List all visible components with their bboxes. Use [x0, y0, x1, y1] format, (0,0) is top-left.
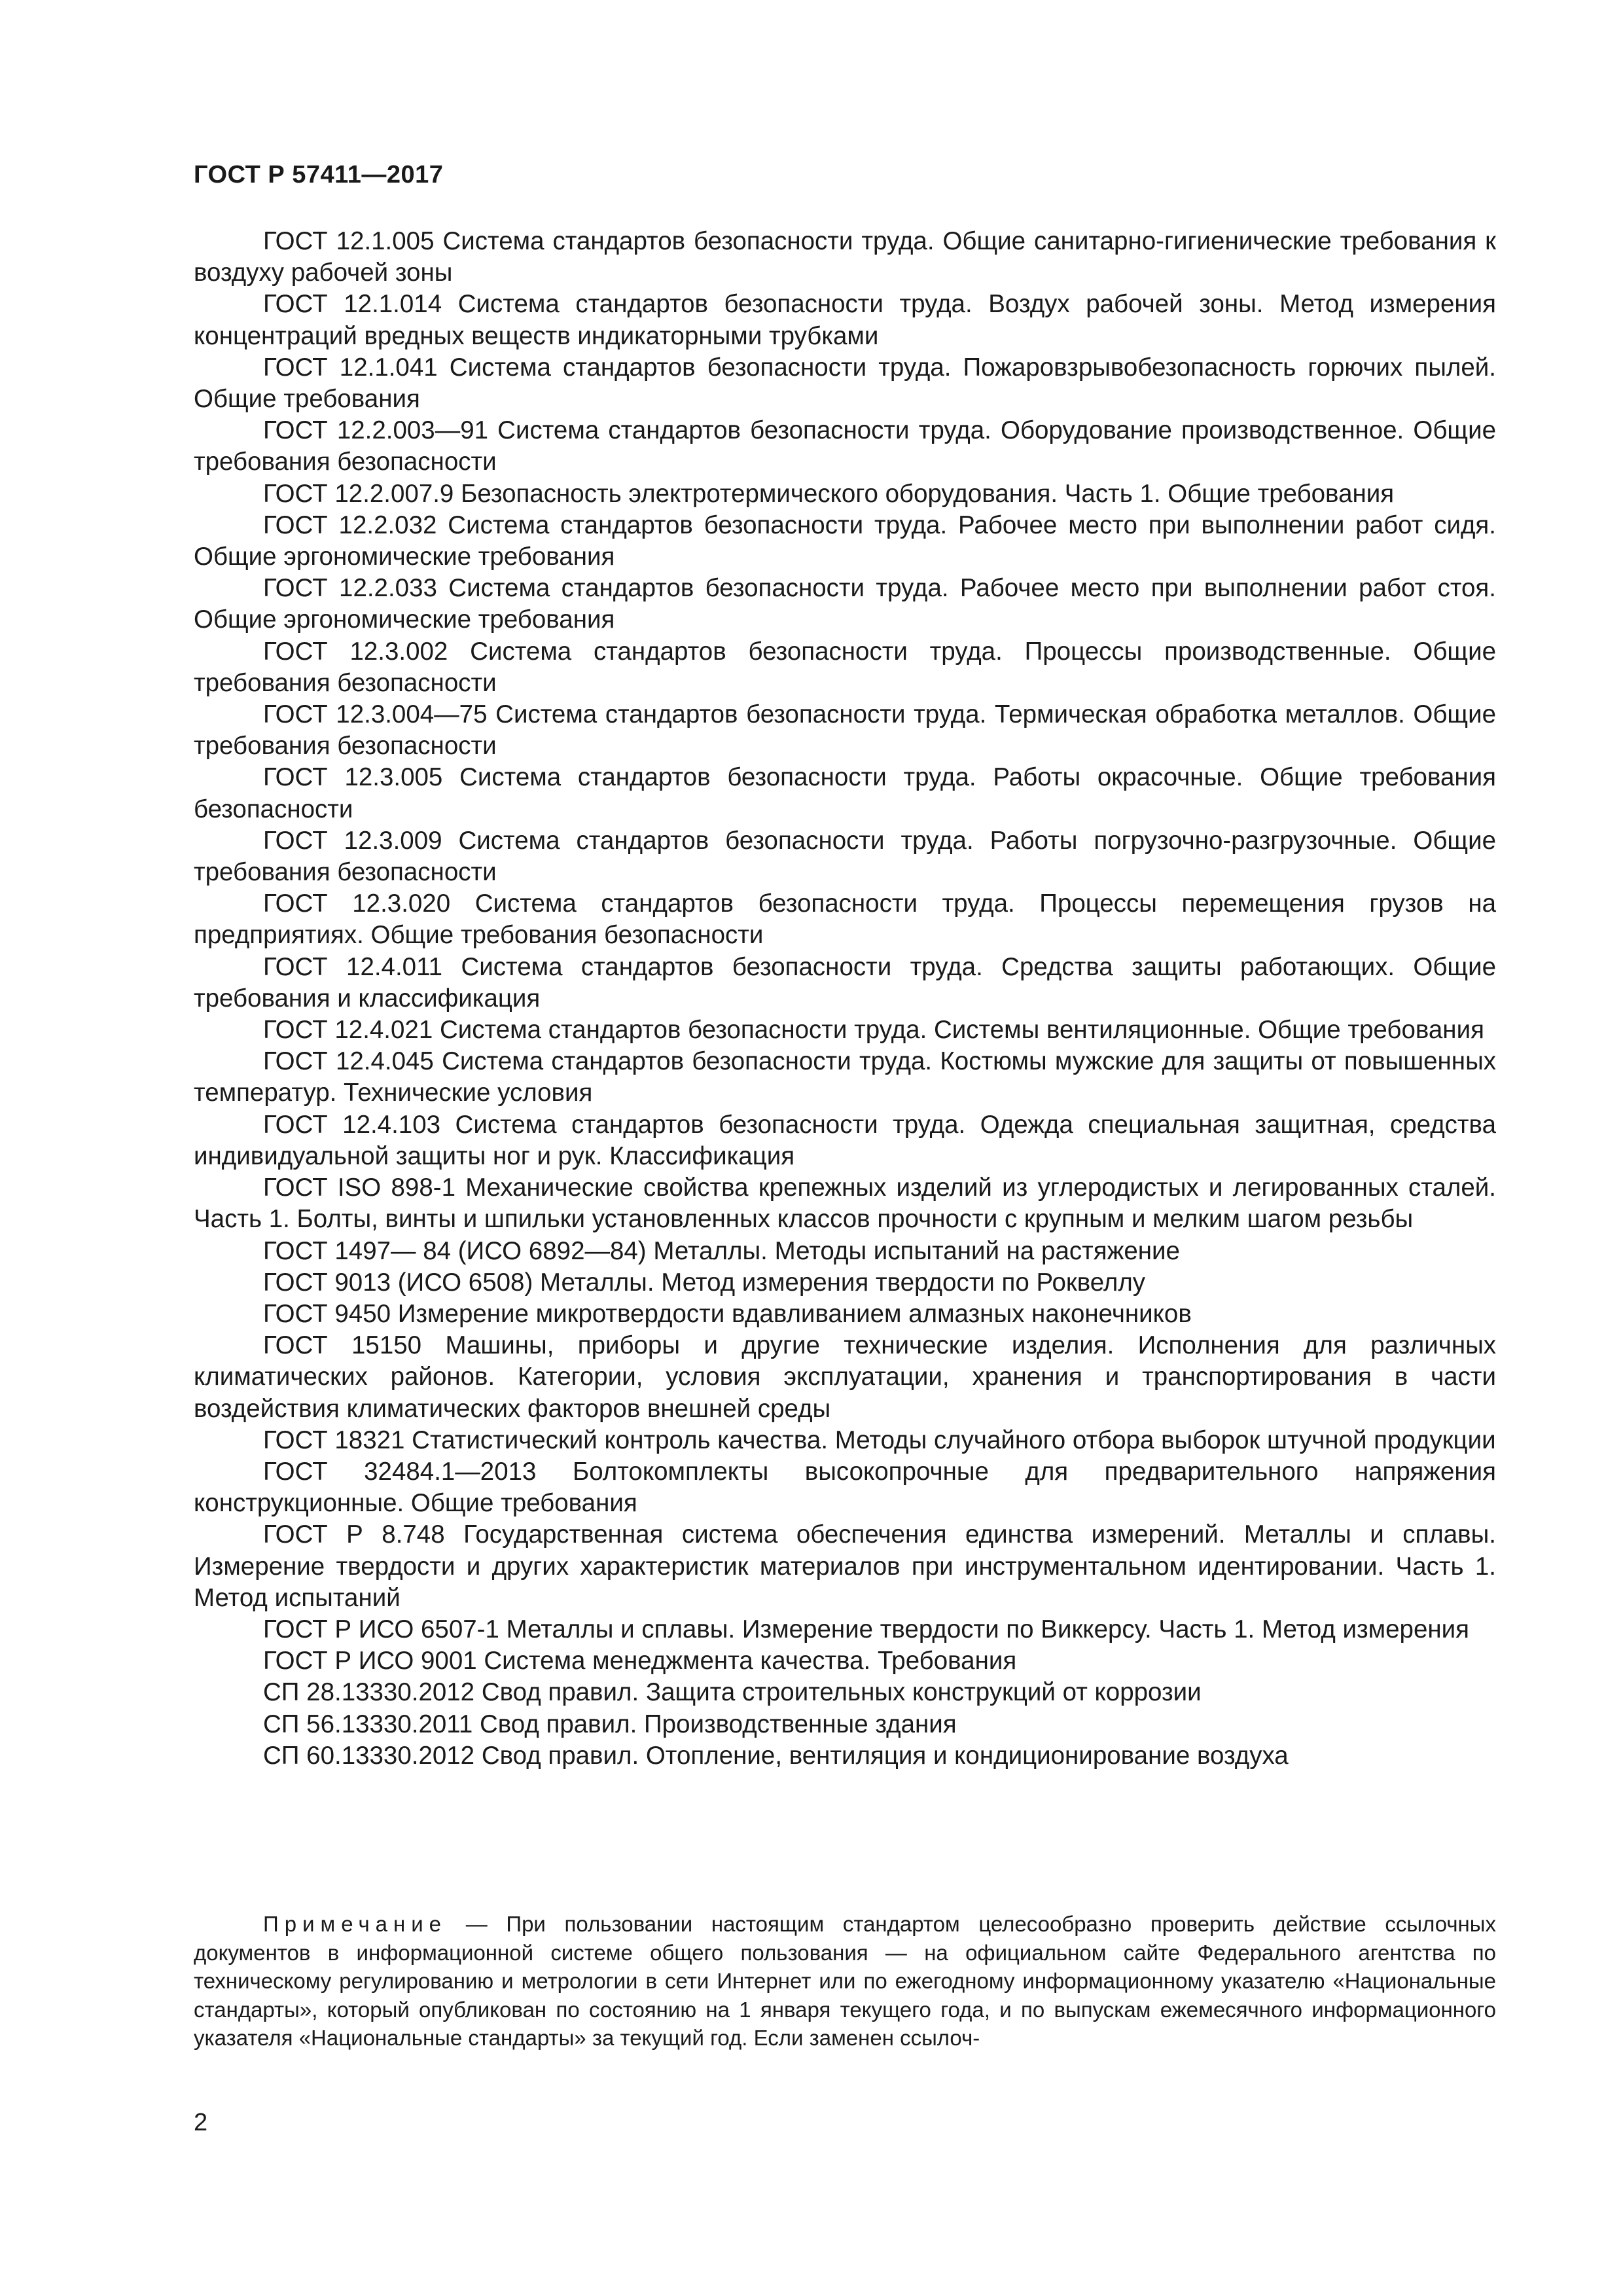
reference-code: ГОСТ 12.2.007.9 [263, 479, 454, 508]
reference-code: СП 56.13330.2011 [263, 1710, 473, 1738]
reference-code: ГОСТ 1497— 84 (ИСО 6892—84) [263, 1236, 647, 1265]
reference-code: ГОСТ Р ИСО 9001 [263, 1647, 477, 1676]
reference-code: ГОСТ 12.4.021 [263, 1016, 433, 1045]
reference-entry [194, 352, 1496, 415]
reference-entry [194, 478, 1496, 510]
reference-code: ГОСТ 12.1.005 [263, 227, 435, 255]
reference-title: Система стандартов безопасности труда. Рабочее место при выполнении работ сидя. Общие эргономические требования [194, 511, 1496, 571]
reference-title: Система стандартов безопасности труда. Процессы производственные. Общие требования безопасности [194, 637, 1496, 697]
reference-entry [194, 952, 1496, 1014]
reference-code: ГОСТ 18321 [263, 1426, 405, 1454]
reference-title: Безопасность электротермического оборудования. Часть 1. Общие требования [461, 479, 1395, 508]
reference-code: ГОСТ 32484.1—2013 [263, 1457, 537, 1486]
reference-title: Свод правил. Производственные здания [479, 1710, 957, 1738]
reference-entry [194, 573, 1496, 636]
reference-entry [194, 1677, 1496, 1708]
reference-code: СП 28.13330.2012 [263, 1678, 475, 1707]
reference-code: ГОСТ ISO 898-1 [263, 1174, 455, 1202]
reference-title: Система стандартов безопасности труда. Работы окрасочные. Общие требования безопасности [194, 763, 1496, 823]
reference-title: Металлы. Метод измерения твердости по Роквеллу [539, 1268, 1146, 1297]
reference-entry [194, 415, 1496, 478]
reference-entry [194, 1425, 1496, 1456]
normative-references-list [194, 226, 1496, 1772]
reference-entry [194, 1330, 1496, 1425]
reference-entry [194, 1172, 1496, 1235]
reference-entry [194, 1299, 1496, 1330]
note-label: Примечание [263, 1912, 448, 1936]
reference-title: Металлы. Методы испытаний на растяжение [653, 1236, 1180, 1265]
note-paragraph [194, 1910, 1496, 2053]
reference-entry [194, 1109, 1496, 1172]
reference-code: ГОСТ 12.4.103 [263, 1110, 441, 1139]
reference-title: Система стандартов безопасности труда. Процессы перемещения грузов на предприятиях. Общие требования безопасности [194, 889, 1496, 950]
reference-title: Система стандартов безопасности труда. Костюмы мужские для защиты от повышенных температур. Технические условия [194, 1047, 1496, 1107]
reference-entry [194, 226, 1496, 289]
reference-title: Система стандартов безопасности труда. Пожаровзрывобезопасность горючих пылей. Общие требования [194, 353, 1496, 414]
reference-code: СП 60.13330.2012 [263, 1741, 475, 1770]
reference-code: ГОСТ 12.3.009 [263, 826, 442, 855]
document-header: ГОСТ Р 57411—2017 [194, 161, 444, 188]
reference-title: Статистический контроль качества. Методы случайного отбора выборок штучной продукции [412, 1426, 1496, 1454]
reference-code: ГОСТ 12.1.014 [263, 290, 442, 319]
reference-title: Механические свойства крепежных изделий из углеродистых и легированных сталей. Часть 1. Болты, винты и шпильки установленных классов прочности с крупным и мелким шагом резьбы [194, 1174, 1496, 1234]
reference-entry [194, 699, 1496, 762]
reference-title: Система стандартов безопасности труда. Рабочее место при выполнении работ стоя. Общие эргономические требования [194, 574, 1496, 634]
reference-entry [194, 1709, 1496, 1740]
reference-title: Система стандартов безопасности труда. Системы вентиляционные. Общие требования [439, 1016, 1484, 1045]
reference-code: ГОСТ 9450 [263, 1299, 391, 1328]
reference-code: ГОСТ 12.1.041 [263, 353, 438, 382]
reference-title: Система стандартов безопасности труда. Работы погрузочно-разгрузочные. Общие требования безопасности [194, 826, 1496, 887]
reference-code: ГОСТ 12.2.003—91 [263, 416, 489, 445]
reference-title: Система стандартов безопасности труда. Оборудование производственное. Общие требования безопасности [194, 416, 1496, 476]
reference-title: Свод правил. Защита строительных конструкций от коррозии [481, 1678, 1202, 1707]
reference-code: ГОСТ 12.2.033 [263, 574, 437, 603]
reference-title: Система стандартов безопасности труда. Воздух рабочей зоны. Метод измерения концентраций вредных веществ индикаторными трубками [194, 290, 1496, 350]
reference-title: Система менеджмента качества. Требования [484, 1647, 1017, 1676]
reference-code: ГОСТ Р 8.748 [263, 1520, 445, 1549]
reference-code: ГОСТ 12.4.011 [263, 952, 443, 981]
reference-entry [194, 888, 1496, 951]
reference-entry [194, 762, 1496, 825]
reference-entry [194, 1645, 1496, 1677]
reference-title: Измерение микротвердости вдавливанием алмазных наконечников [397, 1299, 1192, 1328]
reference-code: ГОСТ 12.4.045 [263, 1047, 434, 1076]
reference-entry [194, 1614, 1496, 1645]
reference-entry [194, 1236, 1496, 1267]
reference-title: Государственная система обеспечения единства измерений. Металлы и сплавы. Измерение твердости и других характеристик материалов при инструментальном идентировании. Часть 1. Метод испытаний [194, 1520, 1497, 1612]
reference-entry [194, 1456, 1496, 1519]
reference-entry [194, 289, 1496, 351]
reference-code: ГОСТ 12.3.020 [263, 889, 451, 918]
reference-code: ГОСТ 12.2.032 [263, 511, 437, 539]
reference-entry [194, 636, 1496, 699]
reference-code: ГОСТ 12.3.005 [263, 763, 443, 792]
reference-title: Металлы и сплавы. Измерение твердости по Виккерсу. Часть 1. Метод измерения [506, 1615, 1469, 1643]
reference-title: Машины, приборы и другие технические изделия. Исполнения для различных климатических районов. Категории, условия эксплуатации, хранения и транспортирования в части воздействия климатических факторов внешней среды [194, 1331, 1497, 1423]
reference-entry [194, 825, 1496, 888]
reference-code: ГОСТ 9013 (ИСО 6508) [263, 1268, 533, 1297]
reference-entry [194, 1519, 1496, 1614]
reference-title: Система стандартов безопасности труда. Одежда специальная защитная, средства индивидуальной защиты ног и рук. Классификация [194, 1110, 1496, 1170]
reference-code: ГОСТ 15150 [263, 1331, 422, 1360]
reference-entry [194, 1740, 1496, 1772]
reference-entry [194, 510, 1496, 573]
reference-entry [194, 1014, 1496, 1046]
page-number: 2 [194, 2109, 208, 2136]
reference-title: Болтокомплекты высокопрочные для предварительного напряжения конструкционные. Общие требования [194, 1457, 1497, 1518]
reference-title: Система стандартов безопасности труда. Общие санитарно-гигиенические требования к воздуху рабочей зоны [194, 227, 1496, 287]
reference-code: ГОСТ Р ИСО 6507-1 [263, 1615, 499, 1643]
reference-code: ГОСТ 12.3.002 [263, 637, 448, 666]
note-text: — При пользовании настоящим стандартом целесообразно проверить действие ссылочных документов в информационной системе общего пользования — на официальном сайте Федерального агентства по техническому регулированию и метрологии в сети Интернет или по ежегодному информационному указателю «Национальные стандарты», который опубликован по состоянию на 1 января текущего года, и по выпускам ежемесячного информационного указателя «Национальные стандарты» за текущий год. Если заменен ссылоч- [194, 1912, 1497, 2050]
reference-code: ГОСТ 12.3.004—75 [263, 700, 488, 729]
reference-entry [194, 1046, 1496, 1109]
reference-title: Система стандартов безопасности труда. Средства защиты работающих. Общие требования и классификация [194, 952, 1496, 1013]
reference-title: Свод правил. Отопление, вентиляция и кондиционирование воздуха [481, 1741, 1289, 1770]
reference-title: Система стандартов безопасности труда. Термическая обработка металлов. Общие требования безопасности [194, 700, 1496, 761]
reference-entry [194, 1267, 1496, 1299]
